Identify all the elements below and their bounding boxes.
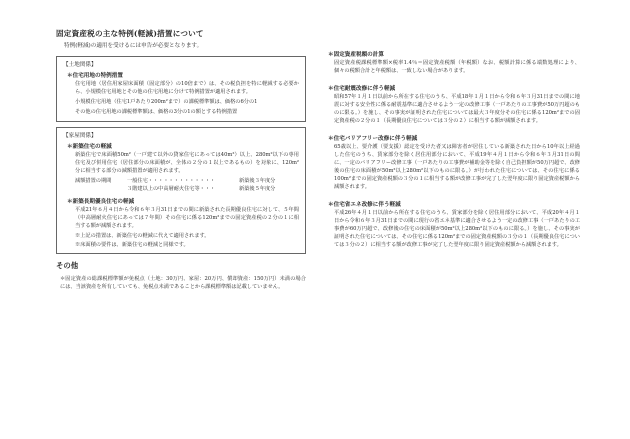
note-floor-area: ※床面積の要件は、新築住宅の軽減と同様です。 xyxy=(75,242,189,248)
residential-land-text: 住宅用地（居住用家屋床面積（固定部分）の10倍まで）は、その税負担を特に軽減する必要から、小規模住宅用地とその他の住宅用地に分けて特例措置が適用されます。 xyxy=(75,81,299,95)
period-highrise-type: ３階建以上の中高層耐火住宅等・・・ xyxy=(127,186,216,192)
period-highrise-years: 新築後５年度分 xyxy=(239,186,276,192)
intro-text: 特例(軽減)の適用を受けるには申告が必要となります。 xyxy=(64,43,203,49)
tax-calc-title: ＊固定資産税額の計算 xyxy=(328,52,384,58)
barrier-free-title: ＊住宅バリアフリー改修に伴う軽減 xyxy=(328,136,418,142)
small-land-text: 小規模住宅用地（住宅1戸あたり200m²まで）の課税標準額は、価格の6分の1 xyxy=(75,99,258,105)
seismic-text: 昭和57年１月１日以前から所在する住宅のうち、平成18年１月１日から令和６年３月31日までの間に地震に対する安全性に係る耐震基準に適合させるよう一定の改修工事（一戸あたりの工事費が50万円超のものに限る。）を施し、その事実が証明された住宅については最大３年度分その住宅に係る120m²までの固定資産税の２分の１（長期優良住宅については３分の２）に相当する額が減額されます。 xyxy=(334,94,580,124)
residential-land-title: ＊住宅用地の特例措置 xyxy=(67,73,123,79)
period-general-years: 新築後３年度分 xyxy=(239,178,276,184)
seismic-section xyxy=(328,84,580,125)
energy-section xyxy=(328,200,580,249)
barrier-free-section xyxy=(328,134,580,191)
other-heading: その他 xyxy=(56,261,79,270)
barrier-free-text: 65歳以上、要介護（要支援）認定を受けた者又は障害者が居住している新築された日から10年以上経過した住宅のうち、賃家部分を除く居住用部分において、平成19年４月１日から令和６年３月31日の間に、一定のバリアフリー改修工事（一戸あたりの工事費が補助金等を除く自己負担額が50万円超で、改修後の住宅の床面積が50m²以上280m²以下のものに限る。）が行われた住宅については、その住宅に係る100m²までの固定資産税額の３分の１に相当する額が改修工事が完了した翌年度に限り固定資産税額から減額されます。 xyxy=(334,144,580,190)
tax-calc-text: 固定資産税課税標準額×税率1.4％＝固定資産税額（年税額）なお、税額計算に係る端数処理により、個々の税額合計と年税額は、一致しない場合があります。 xyxy=(334,60,580,74)
tax-calc-section xyxy=(328,50,580,75)
right-column xyxy=(328,50,580,258)
land-section xyxy=(56,56,306,122)
period-general-type: 一般住宅・・・・・・・・・・・・・ xyxy=(127,178,216,184)
energy-text: 平成26年４月１日以前から所在する住宅のうち、賃家部分を除く居住用部分において、平成20年４月１日から令和６年３月31日までの間に現行の省エネ基準に適合させるよう一定の改修工事（一戸あたりの工事費が60万円超で、改修後の住宅の床面積が50m²以上280m²以下のものに限る。）を施し、その事実が証明された住宅については、その住宅に係る120m²までの固定資産税額の３分の１（長期優良住宅については３分の２）に相当する額が改修工事が完了した翌年度に限り固定資産税額から減額されます。 xyxy=(334,210,580,248)
exemption-text: ＊固定資産の総課税標準額が免税点（土地：30万円、家屋：20万円、償却資産：150万円）未満の場合には、当該資産を所有していても、免税点未満であることから課税標準額は記載していません。 xyxy=(60,276,306,290)
other-land-text: その他の住宅用地の課税標準額は、価格の3分の1の額とする特例措置 xyxy=(75,109,238,115)
seismic-title: ＊住宅耐震改修に伴う軽減 xyxy=(328,86,396,92)
long-life-house-text: 平成21年６月４日から令和６年３月31日までの間に新築された長期優良住宅に対して、５年間（中高層耐火住宅にあっては７年間）その住宅に係る120m²までの固定資産税の２分の１に相当する額が減額されます。 xyxy=(75,207,299,229)
note-replacement: ※上記の措置は、新築住宅の軽減に代えて適用されます。 xyxy=(75,233,210,239)
house-section-heading: 【家屋関係】 xyxy=(63,133,97,139)
house-section xyxy=(56,127,306,254)
new-house-title: ＊新築住宅の軽減 xyxy=(67,144,112,150)
left-column xyxy=(56,28,306,293)
period-label: 減額措置の期間 xyxy=(75,178,112,184)
land-section-heading: 【土地関係】 xyxy=(63,62,97,68)
period-row-highrise xyxy=(75,185,299,193)
period-row-general xyxy=(75,177,299,185)
new-house-text: 新築住宅で床面積50m²（一戸建て以外の貸家住宅にあっては40m²）以上、280m²以下の専用住宅及び併用住宅（居住部分の床面積が、全体の２分の１以上であるもの）を対象に、120m²分に相当する部分の減額措置が適用されます。 xyxy=(75,152,299,174)
long-life-house-title: ＊新築長期優良住宅の軽減 xyxy=(67,199,135,205)
energy-title: ＊住宅省エネ改修に伴う軽減 xyxy=(328,202,401,208)
page-title: 固定資産税の主な特例(軽減)措置について xyxy=(56,29,204,38)
